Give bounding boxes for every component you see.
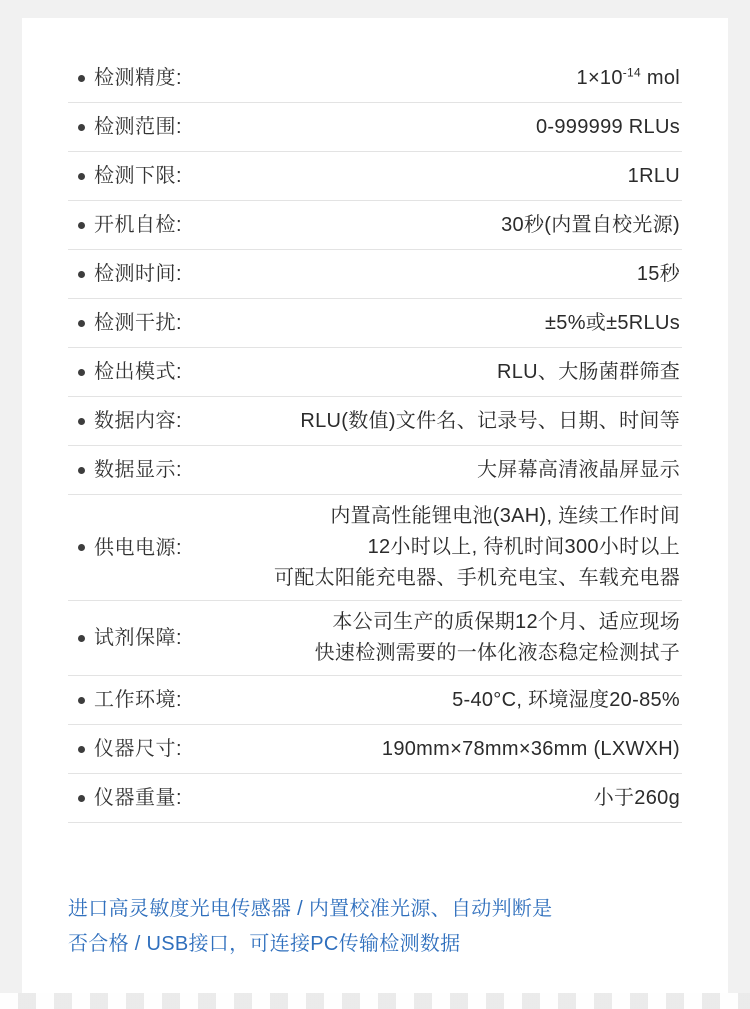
bullet-icon [68,173,94,180]
table-row [68,54,682,103]
footnote-line: 进口高灵敏度光电传感器 / 内置校准光源、自动判断是 [68,898,553,920]
table-row [68,495,682,601]
bullet-icon [68,75,94,82]
spec-value-line: 5-40°C, 环境湿度20-85% [452,688,680,711]
spec-label: 工作环境: [94,689,183,711]
spec-value [244,455,682,486]
table-row [68,299,682,348]
spec-value [244,783,682,814]
spec-label: 检测精度: [94,67,183,89]
spec-value-superscript: -14 [622,64,642,79]
spec-label: 开机自检: [94,214,183,236]
spec-value-line: 大屏幕高清液晶屏显示 [477,458,680,481]
spec-value-suffix: mol [641,66,680,89]
spec-value [244,259,682,290]
spec-label: 试剂保障: [94,627,183,649]
spec-value-line: 1RLU [627,164,680,187]
bullet-icon [68,697,94,704]
spec-value [244,112,682,143]
spec-value [244,734,682,765]
spec-value-line: 190mm×78mm×36mm (LXWXH) [381,737,680,760]
spec-label: 数据显示: [94,459,183,481]
table-row [68,725,682,774]
specification-table [68,54,682,823]
footnote-text [68,892,684,962]
table-row [68,601,682,676]
spec-value-line: 15秒 [636,262,680,285]
spec-value-line: 本公司生产的质保期12个月、适应现场 [332,611,680,633]
spec-label: 数据内容: [94,410,183,432]
spec-value-line: ±5%或±5RLUs [545,311,680,334]
spec-value [244,501,682,594]
spec-value [244,406,682,437]
spec-label: 检测范围: [94,116,183,138]
bullet-icon [68,418,94,425]
footnote-line: 否合格 / USB接口，可连接PC传输检测数据 [68,933,461,955]
spec-label: 供电电源: [94,536,183,559]
spec-value-line: 小于260g [593,786,680,809]
spec-value-line: 内置高性能锂电池(3AH), 连续工作时间 [330,505,680,527]
spec-label: 仪器重量: [94,787,183,809]
bullet-icon [68,544,94,551]
spec-value-line: 12小时以上, 待机时间300小时以上 [367,536,680,558]
bullet-icon [68,320,94,327]
table-row [68,201,682,250]
spec-value [244,685,682,716]
spec-value-line: 可配太阳能充电器、手机充电宝、车载充电器 [274,567,680,589]
spec-value-line: 30秒(内置自校光源) [501,213,680,236]
spec-value-prefix: 1×10 [576,66,623,89]
spec-value-line: 快速检测需要的一体化液态稳定检测拭子 [314,642,680,664]
spec-value-line: RLU(数值)文件名、记录号、日期、时间等 [300,409,680,432]
spec-value [244,607,682,669]
spec-value [244,357,682,388]
spec-label: 检测下限: [94,165,183,187]
table-row [68,446,682,495]
bullet-icon [68,795,94,802]
spec-label: 检测干扰: [94,312,183,334]
spec-label: 检测时间: [94,263,183,285]
bullet-icon [68,222,94,229]
spec-value [244,63,682,94]
spec-label: 仪器尺寸: [94,738,183,760]
spec-label: 检出模式: [94,361,183,383]
spec-value [244,210,682,241]
table-row [68,348,682,397]
spec-value-line: RLU、大肠菌群筛查 [496,360,680,383]
table-row [68,103,682,152]
table-row [68,152,682,201]
decorative-bottom-strip [0,993,750,1009]
bullet-icon [68,369,94,376]
table-row [68,774,682,823]
table-row [68,397,682,446]
spec-value-line: 0-999999 RLUs [536,115,680,138]
spec-value [244,161,682,192]
bullet-icon [68,271,94,278]
table-row [68,250,682,299]
bullet-icon [68,467,94,474]
bullet-icon [68,635,94,642]
bullet-icon [68,746,94,753]
spec-value [244,308,682,339]
spec-card [22,18,728,993]
table-row [68,676,682,725]
bullet-icon [68,124,94,131]
